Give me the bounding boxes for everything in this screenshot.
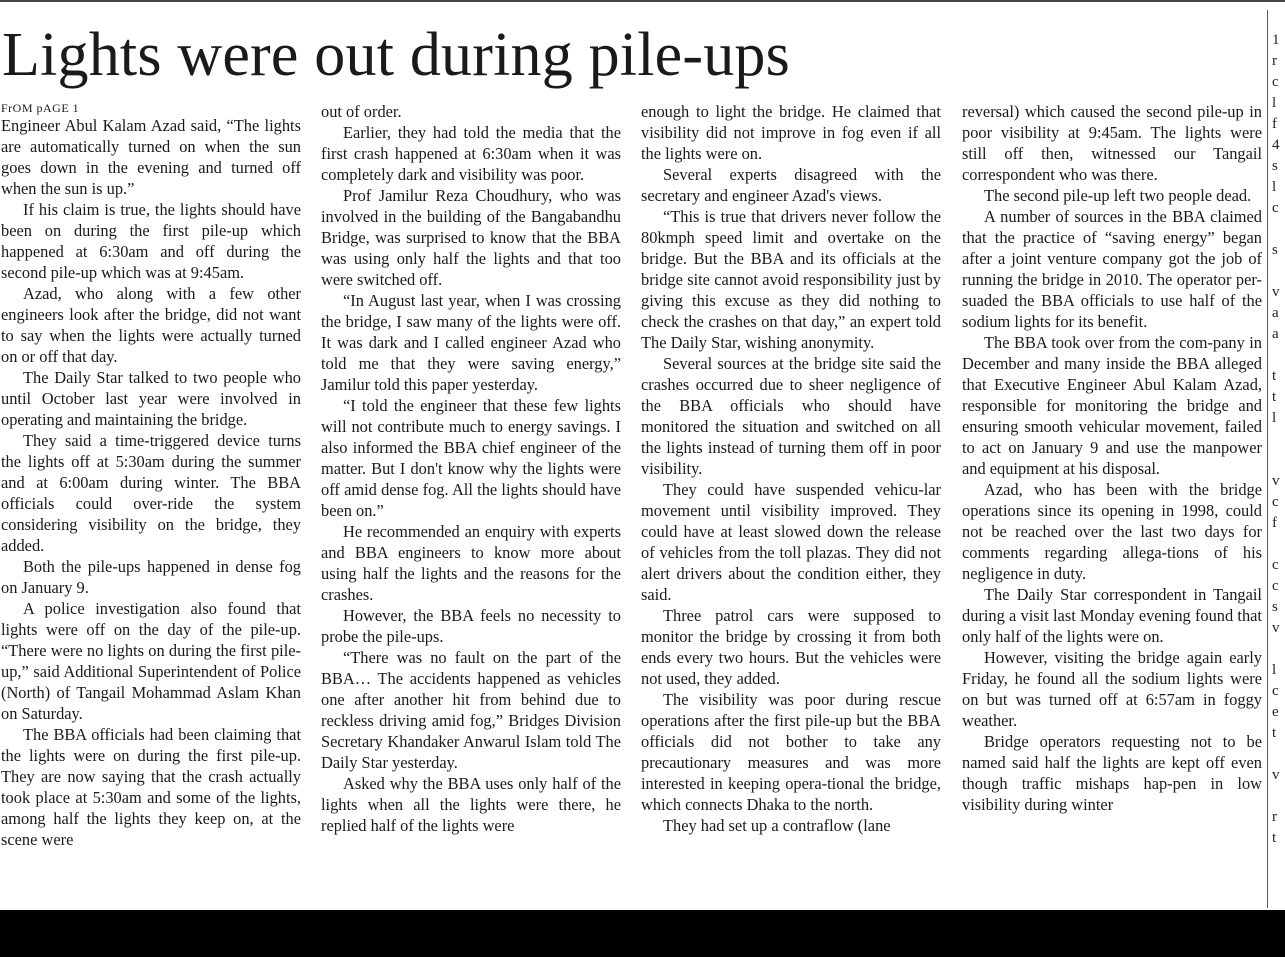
adjacent-fragment-char: t	[1272, 830, 1277, 846]
paragraph: Several experts disagreed with the secretary and engineer Azad's views.	[641, 165, 941, 205]
paragraph: out of order.	[321, 102, 402, 121]
paragraph: reversal) which caused the second pile-up in poor visibility at 9:45am. The lights were still off then, witnessed our Tangail correspondent who was there.	[962, 102, 1262, 184]
adjacent-fragment-char: s	[1272, 158, 1278, 174]
article-column-3	[641, 101, 941, 896]
adjacent-fragment-char: s	[1272, 242, 1278, 258]
paragraph: Engineer Abul Kalam Azad said, “The lights are automatically turned on when the sun goes down in the evening and turned off when the sun is up.”	[1, 116, 301, 198]
paragraph: Azad, who has been with the bridge operations since its opening in 1998, could not be reached over the last two days for comments regarding allega-tions of his negligence in duty.	[962, 480, 1262, 583]
paragraph: The BBA took over from the com-pany in December and many inside the BBA alleged that Executive Engineer Abul Kalam Azad, responsible for monitoring the bridge and ensuring smooth vehicular movement, failed to act on January 9 and use the manpower and equipment at his disposal.	[962, 333, 1262, 478]
paragraph: Earlier, they had told the media that the first crash happened at 6:30am when it was completely dark and visibility was poor.	[321, 123, 621, 184]
adjacent-fragment-char: r	[1272, 53, 1277, 69]
adjacent-fragment-char	[1272, 261, 1285, 282]
adjacent-fragment-char: c	[1272, 683, 1279, 699]
paragraph: Azad, who along with a few other engineers look after the bridge, did not want to say when the lights were actually turned on or off that day.	[1, 284, 301, 366]
adjacent-fragment-char: c	[1272, 494, 1279, 510]
paragraph: A number of sources in the BBA claimed that the practice of “saving energy” began after a joint venture company got the job of running the bridge in 2010. The operator per-suaded the BBA officials to use half of the sodium lights for its benefit.	[962, 207, 1262, 331]
paragraph: Prof Jamilur Reza Choudhury, who was involved in the building of the Bangabandhu Bridge, was surprised to know that the BBA was using only half the lights and that too were switched off.	[321, 186, 621, 289]
paragraph: However, visiting the bridge again early Friday, he found all the sodium lights were on but was turned off at 6:57am in foggy weather.	[962, 648, 1262, 730]
adjacent-fragment-char	[1272, 786, 1285, 807]
adjacent-fragment-char: t	[1272, 725, 1277, 741]
adjacent-fragment-char: v	[1272, 767, 1280, 783]
paragraph: “This is true that drivers never follow the 80kmph speed limit and overtake on the bridge. But the BBA and its officials at the bridge site cannot avoid responsibility just by giving this excuse as they did nothing to check the crashes on that day,” an expert told The Daily Star, wishing anonymity.	[641, 207, 941, 352]
adjacent-article-fragment	[1272, 30, 1285, 900]
paragraph: Asked why the BBA uses only half of the lights when all the lights were there, he replied half of the lights were	[321, 774, 621, 835]
adjacent-fragment-char: a	[1272, 305, 1279, 321]
adjacent-fragment-char: c	[1272, 74, 1279, 90]
adjacent-fragment-char: c	[1272, 557, 1279, 573]
paragraph: The Daily Star correspondent in Tangail during a visit last Monday evening found that only half of the lights were on.	[962, 585, 1262, 646]
adjacent-fragment-char: l	[1272, 662, 1277, 678]
paragraph: If his claim is true, the lights should have been on during the first pile-up which happened at 6:30am and off during the second pile-up which was at 9:45am.	[1, 200, 301, 282]
paragraph: A police investigation also found that lights were off on the day of the pile-up. “There were no lights on during the first pile-up,” said Additional Superintendent of Police (North) of Tangail Mohammad Aslam Khan on Saturday.	[1, 599, 301, 723]
adjacent-fragment-char: l	[1272, 95, 1277, 111]
paragraph: Three patrol cars were supposed to monitor the bridge by crossing it from both ends every two hours. But the vehicles were not used, they added.	[641, 606, 941, 688]
paragraph: The BBA officials had been claiming that the lights were on during the first pile-up. They are now saying that the crash actually took place at 5:30am and some of the lights, among half the lights they keep on, at the scene were	[1, 725, 301, 849]
adjacent-fragment-char: e	[1272, 704, 1279, 720]
paragraph: They had set up a contraflow (lane	[663, 816, 891, 835]
paragraph: The visibility was poor during rescue operations after the first pile-up but the BBA officials did not bother to take any precautionary measures and was more interested in keeping opera-tional the bridge, which connects Dhaka to the north.	[641, 690, 941, 814]
paragraph: They could have suspended vehicu-lar movement until visibility improved. They could have at least slowed down the release of vehicles from the toll plazas. They did not alert drivers about the condition either, they said.	[641, 480, 941, 604]
column-divider	[1267, 10, 1268, 908]
adjacent-fragment-char	[1272, 219, 1285, 240]
adjacent-fragment-char: r	[1272, 809, 1277, 825]
paragraph: Several sources at the bridge site said the crashes occurred due to sheer negligence of the BBA officials who should have monitored the situation and switched on all the lights instead of turning them off in poor visibility.	[641, 354, 941, 478]
paragraph: “I told the engineer that these few lights will not contribute much to energy savings. I also informed the BBA chief engineer of the matter. But I don't know why the lights were off amid dense fog. All the lights should have been on.”	[321, 396, 621, 520]
paragraph: The Daily Star talked to two people who until October last year were involved in operating and maintaining the bridge.	[1, 368, 301, 429]
adjacent-fragment-char: f	[1272, 116, 1277, 132]
paragraph: Bridge operators requesting not to be named said half the lights are kept off even though traffic mishaps hap-pen in low visibility during winter	[962, 732, 1262, 814]
article-column-2	[321, 101, 621, 896]
adjacent-fragment-char: 1	[1272, 32, 1280, 48]
adjacent-fragment-char: v	[1272, 473, 1280, 489]
adjacent-fragment-char: s	[1272, 599, 1278, 615]
adjacent-fragment-char	[1272, 534, 1285, 555]
adjacent-fragment-char	[1272, 639, 1285, 660]
headline: Lights were out during pile-ups	[2, 21, 790, 89]
adjacent-fragment-char: l	[1272, 179, 1277, 195]
paragraph: “In August last year, when I was crossing the bridge, I saw many of the lights were off. It was dark and I called engineer Azad who told me that they were saving energy,” Jamilur told this paper yesterday.	[321, 291, 621, 394]
adjacent-fragment-char: c	[1272, 578, 1279, 594]
paragraph: However, the BBA feels no necessity to probe the pile-ups.	[321, 606, 621, 646]
article-column-4	[962, 101, 1262, 896]
adjacent-fragment-char: 4	[1272, 137, 1280, 153]
adjacent-fragment-char: v	[1272, 284, 1280, 300]
paragraph: He recommended an enquiry with experts and BBA engineers to know more about using half the lights and the reasons for the crashes.	[321, 522, 621, 604]
adjacent-fragment-char: f	[1272, 515, 1277, 531]
top-rule	[0, 0, 1285, 2]
paragraph: enough to light the bridge. He claimed that visibility did not improve in fog even if all the lights were on.	[641, 102, 941, 163]
bottom-black-band	[0, 910, 1285, 957]
adjacent-fragment-char: c	[1272, 200, 1279, 216]
paragraph: The second pile-up left two people dead.	[984, 186, 1252, 205]
adjacent-fragment-char: l	[1272, 410, 1277, 426]
adjacent-fragment-char: t	[1272, 389, 1277, 405]
paragraph: They said a time-triggered device turns the lights off at 5:30am during the summer and at 6:00am during winter. The BBA officials could over-ride the system considering visibility on the bridge, they added.	[1, 431, 301, 555]
paragraph: “There was no fault on the part of the BBA… The accidents happened as vehicles one after another hit from behind due to reckless driving amid fog,” Bridges Division Secretary Khandaker Anwarul Islam told The Daily Star yesterday.	[321, 648, 621, 772]
adjacent-fragment-char: v	[1272, 620, 1280, 636]
adjacent-fragment-char	[1272, 345, 1285, 366]
adjacent-fragment-char	[1272, 744, 1285, 765]
paragraph: Both the pile-ups happened in dense fog on January 9.	[1, 557, 301, 597]
adjacent-fragment-char: t	[1272, 368, 1277, 384]
adjacent-fragment-char	[1272, 429, 1285, 450]
continued-from-label: FrOM pAGE 1	[1, 101, 80, 115]
adjacent-fragment-char: a	[1272, 326, 1279, 342]
adjacent-fragment-char	[1272, 450, 1285, 471]
article-column-1	[1, 101, 301, 896]
